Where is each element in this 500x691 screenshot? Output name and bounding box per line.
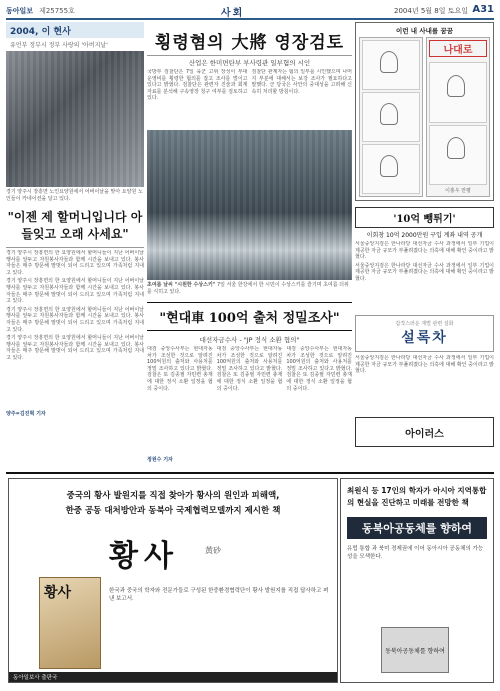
caregiving-photo xyxy=(6,51,144,187)
cartoon-frame xyxy=(362,40,420,90)
book-cover xyxy=(39,577,101,669)
cartoon-frame xyxy=(429,125,487,186)
cartoon-title: 이런 내 사내를 꿈꿈 xyxy=(395,27,454,35)
topic-title: 2004, 이 현사 xyxy=(6,22,144,38)
article-col-b: 검찰단 관계자는 혐의 일부를 시인했으며 나머지 부분에 대해서는 보강 조사가 필요하다고 말했다. 군 당국은 사안의 중대성을 고려해 신속히 처리할 방침이다. xyxy=(251,69,352,95)
body-paragraph: 경기 양주시 장흥면의 한 요양원에서 할머니들이 지난 어버이날 행사를 앞두고 자원봉사자들과 함께 시간을 보내고 있다. 봉사자들은 매주 방문해 말벗이 되어 드리고 있으며 가족처럼 지내고 있다. xyxy=(6,335,144,361)
book-cover-title: 황사 xyxy=(44,585,72,601)
cartoon-frame xyxy=(362,144,420,194)
ad-divider xyxy=(6,472,494,474)
pull-quote: "이젠 제 할머니입니다 아들잊고 오래 사세요" xyxy=(7,210,143,241)
article2-col-b: 대검 중앙수사부는 현대자동차가 조성한 것으로 알려진 100억원의 출처와 사용처를 정밀 조사하고 있다고 밝혔다. 검찰은 또 김종필 자민련 총재에 대한 정식 소환 일정을 협의 중이다. xyxy=(216,346,283,392)
body-paragraph: 경기 양주시 장흥면의 한 요양원에서 할머니들이 지난 어버이날 행사를 앞두고 자원봉사자들과 함께 시간을 보내고 있다. 봉사자들은 매주 방문해 말벗이 되어 드리고 있으며 가족처럼 지내고 있다. xyxy=(6,306,144,333)
article-body xyxy=(6,250,144,410)
column-tag: 갑작스러운 재벌 관련 설화 xyxy=(395,321,454,327)
divider xyxy=(6,247,144,248)
book-ad-hwangsa xyxy=(8,478,338,683)
column-body xyxy=(355,355,494,413)
book-title: 황사 xyxy=(109,539,179,574)
cartoon-frame xyxy=(429,62,487,123)
main-subhead: 산업은 한미면탄부 부사령관 일부혐의 시인 xyxy=(188,59,311,67)
ad-line-2: 한중 공동 대처방안과 동북아 국제협력모델까지 제시한 책 xyxy=(65,506,281,516)
ad-description: 유럽 통합 과 북미 경제권에 이어 동아시아 공동체의 가능성을 모색한다. xyxy=(347,546,484,560)
main-headline: 횡령혐의 大將 영장검토 xyxy=(147,22,352,56)
second-headline: "현대車 100억 출처 정밀조사" xyxy=(147,302,352,331)
issue-date: 2004년 5월 8일 토요일 xyxy=(394,7,468,15)
ad-line-1: 중국의 황사 발원지를 직접 찾아가 황사의 원인과 피해액, xyxy=(66,491,280,501)
cartoon-logo: 나대로 xyxy=(429,40,487,57)
masthead xyxy=(6,4,494,20)
article2-col-a: 대검 중앙수사부는 현대자동차가 조성한 것으로 알려진 100억원의 출처와 사용처를 정밀 조사하고 있다고 밝혔다. 검찰은 또 김종필 자민련 총재에 대한 정식 소환 일정을 협의 중이다. xyxy=(147,346,213,392)
ad-lead: 최원식 등 17인의 학자가 아시아 지역통합의 현실을 진단하고 미래를 전망한 책 xyxy=(347,486,487,507)
section-name: 사회 xyxy=(221,8,245,19)
waterski-photo xyxy=(147,130,352,280)
cartoon-box xyxy=(355,22,494,201)
cartoonist-note: 이홍우 만평 xyxy=(445,188,471,194)
article-col-a: 국방부 검찰단은 7일 육군 고위 장성이 부대 운영비를 횡령한 혐의를 잡고 조사를 벌이고 있다고 밝혔다. 검찰단은 관련자 진술과 회계 자료를 분석해 구속영장 청구 여부를 검토하고 있다. xyxy=(147,69,248,102)
byline-2: 정원수 기자 xyxy=(147,457,173,463)
cartoon-panel-right xyxy=(426,37,490,197)
book-blurb: 한국과 중국의 학자와 전문가들로 구성된 한중환경협력단이 황사 발원지를 직접 답사하고 펴낸 보고서. xyxy=(109,588,329,602)
small-ad: 아이러스 xyxy=(355,417,494,447)
book-cover-2: 동북아공동체를 향하여 xyxy=(381,627,449,673)
second-subhead: 대선자금수사 - "JP 정식 소환 협의" xyxy=(199,336,300,344)
left-column xyxy=(6,22,144,471)
center-column xyxy=(147,22,352,471)
photo-caption: 경기 양주시 장흥면 노인요양원에서 어버이날을 맞아 요양원 노인들이 카네이션을 달고 있다. xyxy=(6,189,143,202)
body-paragraph: 서울중앙지검은 한나라당 대선자금 수사 과정에서 일부 기업이 제공한 자금 규모가 부풀려졌다는 의혹에 대해 확인 중이라고 밝혔다. xyxy=(355,262,494,282)
photo-caption-bold: 초여름 날씨 "시원한 수상스키" xyxy=(147,282,216,288)
column-banner xyxy=(355,315,494,352)
cartoon-strip xyxy=(359,37,490,197)
publisher-bar: 동아일보사 출판국 xyxy=(9,672,337,682)
sidebar-headline: '10억 뺑튀기' xyxy=(355,207,494,228)
body-paragraph: 서울중앙지검은 한나라당 대선자금 수사 과정에서 일부 기업이 제공한 자금 규모가 부풀려졌다는 의혹에 대해 확인 중이라고 밝혔다. xyxy=(355,241,494,261)
column-name: 설록차 xyxy=(401,330,448,346)
article2-col-c: 대검 중앙수사부는 현대자동차가 조성한 것으로 알려진 100억원의 출처와 사용처를 정밀 조사하고 있다고 밝혔다. 검찰은 또 김종필 자민련 총재에 대한 정식 소환 일정을 협의 중이다. xyxy=(286,346,352,392)
sidebar-subhead: 이회창 10억 2000만원 구입 계좌 내역 공개 xyxy=(366,232,483,239)
book-title-hanja: 黃砂 xyxy=(205,546,221,555)
body-paragraph: 경기 양주시 장흥면의 한 요양원에서 할머니들이 지난 어버이날 행사를 앞두고 자원봉사자들과 함께 시간을 보내고 있다. 봉사자들은 매주 방문해 말벗이 되어 드리고 있으며 가족처럼 지내고 있다. xyxy=(6,250,144,276)
second-article xyxy=(147,346,352,456)
photo-caption-detail: 7일 서울 한강에서 한 시민이 수상스키를 즐기며 초여름 더위를 식히고 있다. xyxy=(147,282,349,295)
topic-subtitle: 유언부 정부시 정부 사랑의 '아버지날' xyxy=(10,42,108,49)
book-ad-northeast xyxy=(340,478,494,683)
issue-number: 제25755호 xyxy=(39,7,75,15)
byline: 양주=김진혁 기자 xyxy=(6,411,46,417)
paper-name: 동아일보 xyxy=(6,7,34,15)
sidebar-body xyxy=(355,241,494,311)
cartoon-frame xyxy=(362,92,420,142)
cartoon-panel-left xyxy=(359,37,423,197)
page-number: A31 xyxy=(472,4,494,15)
right-column xyxy=(355,22,494,471)
body-paragraph: 경기 양주시 장흥면의 한 요양원에서 할머니들이 지난 어버이날 행사를 앞두고 자원봉사자들과 함께 시간을 보내고 있다. 봉사자들은 매주 방문해 말벗이 되어 드리고 있으며 가족처럼 지내고 있다. xyxy=(6,278,144,305)
main-article xyxy=(147,69,352,127)
photo-caption-title xyxy=(147,280,352,298)
body-paragraph: 서울중앙지검은 한나라당 대선자금 수사 과정에서 일부 기업이 제공한 자금 규모가 부풀려졌다는 의혹에 대해 확인 중이라고 밝혔다. xyxy=(355,355,494,375)
ad-banner: 동북아공동체를 향하여 xyxy=(347,517,487,539)
